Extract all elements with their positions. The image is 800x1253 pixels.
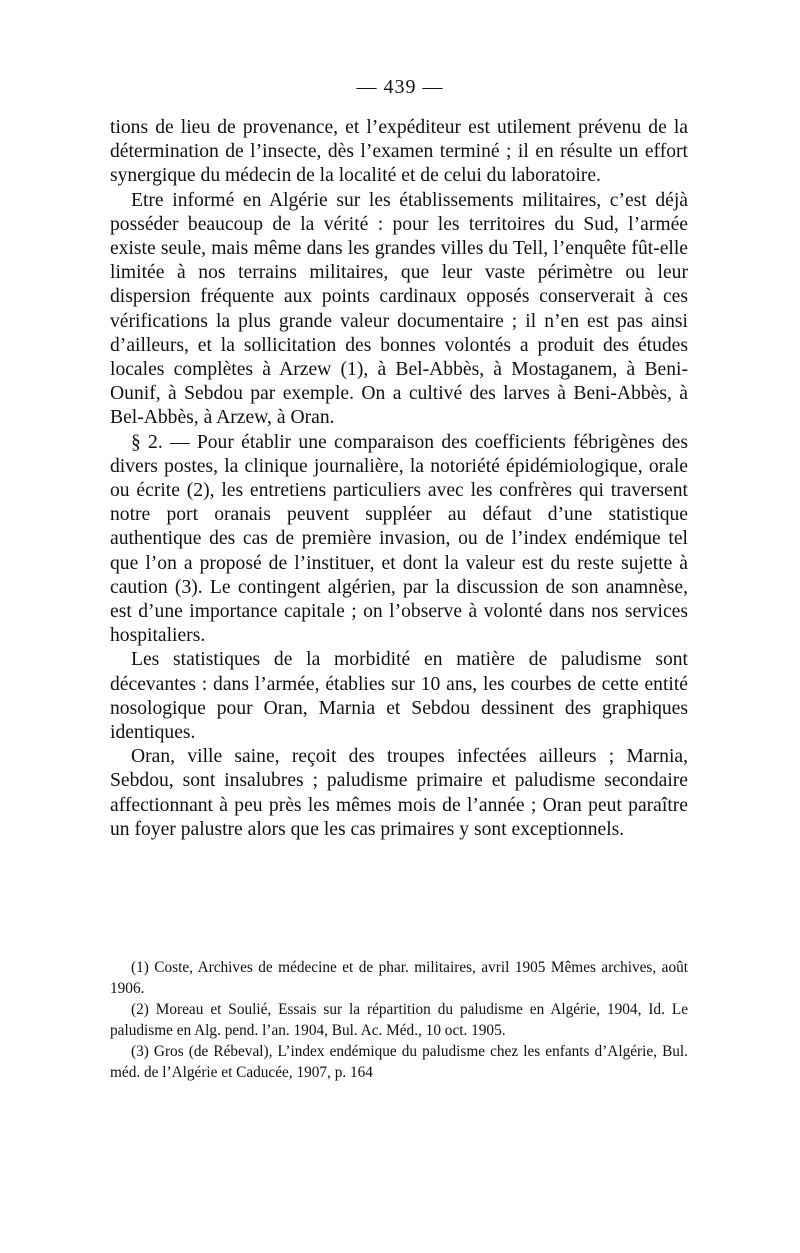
page-number: — 439 — [356, 76, 444, 98]
body-text [110, 116, 688, 842]
paragraph-1: tions de lieu de provenance, et l’expéditeur est utilement prévenu de la détermination de l’insecte, dès l’examen terminé ; il en résulte un effort synergique du médecin de la localité et de celui du laboratoire. [110, 117, 688, 187]
paragraph-3: § 2. — Pour établir une comparaison des coefficients fébrigènes des divers postes, la clinique journalière, la notoriété épidémiologique, orale ou écrite (2), les entretiens particuliers avec les confrères qui traversent notre port oranais peuvent suppléer au défaut d’une statistique authentique des cas de première invasion, ou de l’index endémique tel que l’on a proposé de l’instituer, et dont la valeur est du reste sujette à caution (3). Le contingent algérien, par la discussion de son anamnèse, est d’une importance capitale ; on l’observe à volonté dans nos services hospitaliers. [110, 431, 688, 647]
footnotes [110, 957, 688, 1083]
footnote-2: (2) Moreau et Soulié, Essais sur la répartition du paludisme en Algérie, 1904, Id. Le paludisme en Alg. pend. l’an. 1904, Bul. Ac. Méd., 10 oct. 1905. [110, 1001, 688, 1039]
paragraph-4: Les statistiques de la morbidité en matière de paludisme sont décevantes : dans l’armée, établies sur 10 ans, les courbes de cette entité nosologique pour Oran, Marnia et Sebdou dessinent des graphiques identiques. [110, 649, 688, 744]
paragraph-2: Etre informé en Algérie sur les établissements militaires, c’est déjà posséder beaucoup de la vérité : pour les territoires du Sud, l’armée existe seule, mais même dans les grandes villes du Tell, l’enquête fût-elle limitée à nos terrains militaires, que leur vaste périmètre ou leur dispersion fréquente aux points cardinaux opposés conserverait à ces vérifications la plus grande valeur documentaire ; il n’en est pas ainsi d’ailleurs, et la sollicitation des bonnes volontés a produit des études locales complètes à Arzew (1), à Bel-Abbès, à Mostaganem, à Beni-Ounif, à Sebdou par exemple. On a cultivé des larves à Beni-Abbès, à Bel-Abbès, à Arzew, à Oran. [110, 189, 688, 429]
footnote-1: (1) Coste, Archives de médecine et de phar. militaires, avril 1905 Mêmes archives, août 1906. [110, 959, 688, 997]
footnote-3: (3) Gros (de Rébeval), L’index endémique du paludisme chez les enfants d’Algérie, Bul. méd. de l’Algérie et Caducée, 1907, p. 164 [110, 1043, 688, 1081]
paragraph-5: Oran, ville saine, reçoit des troupes infectées ailleurs ; Marnia, Sebdou, sont insalubres ; paludisme primaire et paludisme secondaire affectionnant à peu près les mêmes mois de l’année ; Oran peut paraître un foyer palustre alors que les cas primaires y sont exceptionnels. [110, 746, 688, 840]
